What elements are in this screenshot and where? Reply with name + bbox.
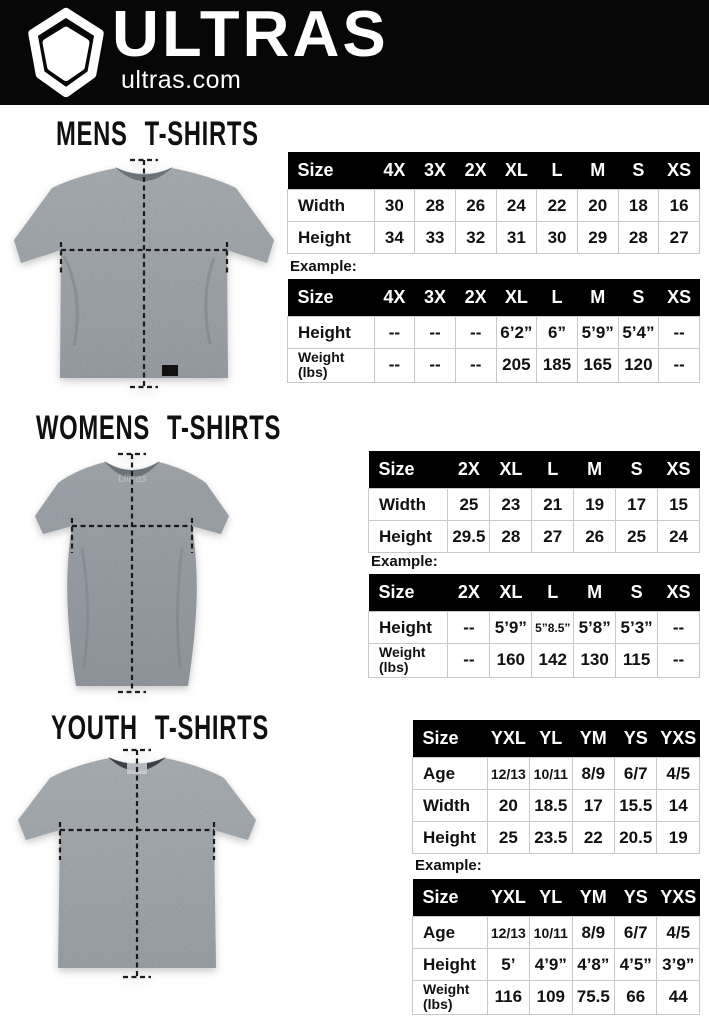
value-cell: 22 (537, 190, 578, 222)
table-row (369, 489, 700, 521)
mens-size-table (287, 152, 700, 254)
size-column-header: L (532, 574, 574, 612)
row-label: Width (369, 489, 448, 521)
value-cell: 15.5 (615, 790, 657, 822)
value-cell: 8/9 (572, 758, 614, 790)
value-cell: 32 (455, 222, 496, 254)
value-cell: -- (374, 349, 415, 383)
value-cell: 26 (574, 521, 616, 553)
size-column-header: YS (615, 720, 657, 758)
mens-example-label: Example: (290, 258, 357, 275)
size-column-header: M (577, 279, 618, 317)
row-label: Height (288, 222, 375, 254)
value-cell: -- (448, 612, 490, 644)
value-cell: -- (659, 317, 700, 349)
table-row (413, 790, 700, 822)
table-header-row (413, 720, 700, 758)
header-bar (0, 0, 709, 105)
mens-example-table (287, 279, 700, 383)
value-cell: 28 (618, 222, 659, 254)
shirt-tag (162, 365, 178, 376)
size-label-header: Size (413, 879, 488, 917)
size-column-header: M (574, 574, 616, 612)
value-cell: 20.5 (615, 822, 657, 854)
value-cell: 30 (537, 222, 578, 254)
value-cell: -- (455, 317, 496, 349)
size-column-header: 4X (374, 279, 415, 317)
value-cell: -- (415, 317, 456, 349)
size-column-header: XL (490, 451, 532, 489)
youth-section-title: YOUTH T-SHIRTS (51, 709, 269, 747)
size-chart-table (368, 451, 700, 553)
row-label: Height (369, 612, 448, 644)
womens-size-table (368, 451, 700, 553)
value-cell: 30 (374, 190, 415, 222)
table-row (288, 349, 700, 383)
value-cell: 116 (487, 981, 529, 1015)
youth-tshirt-image (6, 738, 268, 990)
size-label-header: Size (288, 152, 375, 190)
value-cell: 75.5 (572, 981, 614, 1015)
womens-tshirt-image (22, 438, 242, 702)
value-cell: 205 (496, 349, 537, 383)
youth-example-label: Example: (415, 857, 482, 874)
table-header-row (413, 879, 700, 917)
row-label: Age (413, 758, 488, 790)
value-cell: 28 (490, 521, 532, 553)
site-url: ultras.com (121, 66, 242, 94)
value-cell: 34 (374, 222, 415, 254)
size-column-header: YM (572, 879, 614, 917)
value-cell: 33 (415, 222, 456, 254)
size-column-header: XL (490, 574, 532, 612)
value-cell: -- (415, 349, 456, 383)
womens-example-label: Example: (371, 553, 438, 570)
mens-tshirt-image (4, 146, 284, 394)
size-chart-table (412, 879, 700, 1015)
table-row (413, 981, 700, 1015)
value-cell: 15 (658, 489, 700, 521)
womens-example-table (368, 574, 700, 678)
value-cell: 6/7 (615, 917, 657, 949)
value-cell: 25 (487, 822, 529, 854)
row-label: Weight (lbs) (413, 981, 488, 1015)
size-column-header: 2X (448, 574, 490, 612)
size-column-header: S (618, 279, 659, 317)
value-cell: 24 (658, 521, 700, 553)
value-cell: 109 (530, 981, 572, 1015)
size-label-header: Size (369, 574, 448, 612)
value-cell: 22 (572, 822, 614, 854)
table-row (413, 758, 700, 790)
value-cell: 27 (532, 521, 574, 553)
size-label-header: Size (288, 279, 375, 317)
value-cell: 4/5 (657, 917, 700, 949)
value-cell: 120 (618, 349, 659, 383)
table-header-row (288, 152, 700, 190)
value-cell: 20 (577, 190, 618, 222)
value-cell: 26 (455, 190, 496, 222)
row-label: Height (413, 822, 488, 854)
row-label: Height (288, 317, 375, 349)
value-cell: 14 (657, 790, 700, 822)
value-cell: 6/7 (615, 758, 657, 790)
size-column-header: XL (496, 279, 537, 317)
size-chart-table (287, 279, 700, 383)
value-cell: -- (455, 349, 496, 383)
womens-print: Ultras (118, 473, 147, 485)
table-row (413, 822, 700, 854)
size-column-header: YL (530, 720, 572, 758)
value-cell: 27 (659, 222, 700, 254)
size-column-header: YXS (657, 879, 700, 917)
size-column-header: 2X (448, 451, 490, 489)
value-cell: 18 (618, 190, 659, 222)
value-cell: 5’9” (490, 612, 532, 644)
value-cell: 6” (537, 317, 578, 349)
value-cell: 17 (616, 489, 658, 521)
row-label: Height (369, 521, 448, 553)
value-cell: 29.5 (448, 521, 490, 553)
size-chart-table (287, 152, 700, 254)
table-row (288, 222, 700, 254)
value-cell: 10/11 (530, 758, 572, 790)
value-cell: 25 (616, 521, 658, 553)
value-cell: -- (658, 644, 700, 678)
value-cell: 66 (615, 981, 657, 1015)
size-column-header: L (537, 152, 578, 190)
size-column-header: S (616, 451, 658, 489)
table-row (369, 644, 700, 678)
table-row (413, 949, 700, 981)
value-cell: 185 (537, 349, 578, 383)
size-chart-table (368, 574, 700, 678)
womens-section-title: WOMENS T-SHIRTS (36, 409, 282, 447)
value-cell: 3’9” (657, 949, 700, 981)
value-cell: 29 (577, 222, 618, 254)
size-column-header: 3X (415, 279, 456, 317)
value-cell: 160 (490, 644, 532, 678)
value-cell: 31 (496, 222, 537, 254)
size-column-header: 3X (415, 152, 456, 190)
row-label: Age (413, 917, 488, 949)
size-column-header: YL (530, 879, 572, 917)
value-cell: 130 (574, 644, 616, 678)
value-cell: 5’8” (574, 612, 616, 644)
size-column-header: 2X (455, 152, 496, 190)
value-cell: 115 (616, 644, 658, 678)
row-label: Width (413, 790, 488, 822)
value-cell: 4’9” (530, 949, 572, 981)
row-label: Weight (lbs) (369, 644, 448, 678)
value-cell: 28 (415, 190, 456, 222)
value-cell: 24 (496, 190, 537, 222)
brand-title: ULTRAS (112, 0, 389, 70)
size-chart-table (412, 720, 700, 854)
size-column-header: XS (659, 279, 700, 317)
size-column-header: YM (572, 720, 614, 758)
value-cell: -- (448, 644, 490, 678)
value-cell: 5’9” (577, 317, 618, 349)
size-label-header: Size (369, 451, 448, 489)
value-cell: 12/13 (487, 758, 529, 790)
table-row (413, 917, 700, 949)
value-cell: 10/11 (530, 917, 572, 949)
size-column-header: YS (615, 879, 657, 917)
youth-size-table (412, 720, 700, 854)
size-column-header: S (616, 574, 658, 612)
value-cell: -- (374, 317, 415, 349)
size-label-header: Size (413, 720, 488, 758)
size-column-header: L (532, 451, 574, 489)
value-cell: 19 (657, 822, 700, 854)
row-label: Height (413, 949, 488, 981)
size-column-header: YXS (657, 720, 700, 758)
size-column-header: YXL (487, 879, 529, 917)
value-cell: 5”8.5” (532, 612, 574, 644)
value-cell: -- (659, 349, 700, 383)
value-cell: 12/13 (487, 917, 529, 949)
value-cell: -- (658, 612, 700, 644)
value-cell: 17 (572, 790, 614, 822)
ultras-pentagon-logo-icon (20, 4, 112, 100)
value-cell: 20 (487, 790, 529, 822)
value-cell: 5’ (487, 949, 529, 981)
size-column-header: 4X (374, 152, 415, 190)
mens-section-title: MENS T-SHIRTS (56, 115, 259, 153)
table-row (288, 317, 700, 349)
size-column-header: XS (658, 574, 700, 612)
table-header-row (369, 451, 700, 489)
table-header-row (369, 574, 700, 612)
size-column-header: 2X (455, 279, 496, 317)
value-cell: 5’4” (618, 317, 659, 349)
value-cell: 165 (577, 349, 618, 383)
value-cell: 21 (532, 489, 574, 521)
value-cell: 142 (532, 644, 574, 678)
value-cell: 16 (659, 190, 700, 222)
size-column-header: YXL (487, 720, 529, 758)
value-cell: 6’2” (496, 317, 537, 349)
value-cell: 5’3” (616, 612, 658, 644)
size-column-header: L (537, 279, 578, 317)
row-label: Weight (lbs) (288, 349, 375, 383)
youth-example-table (412, 879, 700, 1015)
size-column-header: M (577, 152, 618, 190)
value-cell: 4’8” (572, 949, 614, 981)
value-cell: 8/9 (572, 917, 614, 949)
size-column-header: XS (659, 152, 700, 190)
value-cell: 19 (574, 489, 616, 521)
row-label: Width (288, 190, 375, 222)
value-cell: 23 (490, 489, 532, 521)
table-header-row (288, 279, 700, 317)
value-cell: 25 (448, 489, 490, 521)
value-cell: 23.5 (530, 822, 572, 854)
size-column-header: M (574, 451, 616, 489)
table-row (369, 612, 700, 644)
value-cell: 18.5 (530, 790, 572, 822)
size-column-header: XL (496, 152, 537, 190)
value-cell: 4’5” (615, 949, 657, 981)
size-column-header: XS (658, 451, 700, 489)
value-cell: 44 (657, 981, 700, 1015)
table-row (369, 521, 700, 553)
size-column-header: S (618, 152, 659, 190)
table-row (288, 190, 700, 222)
value-cell: 4/5 (657, 758, 700, 790)
